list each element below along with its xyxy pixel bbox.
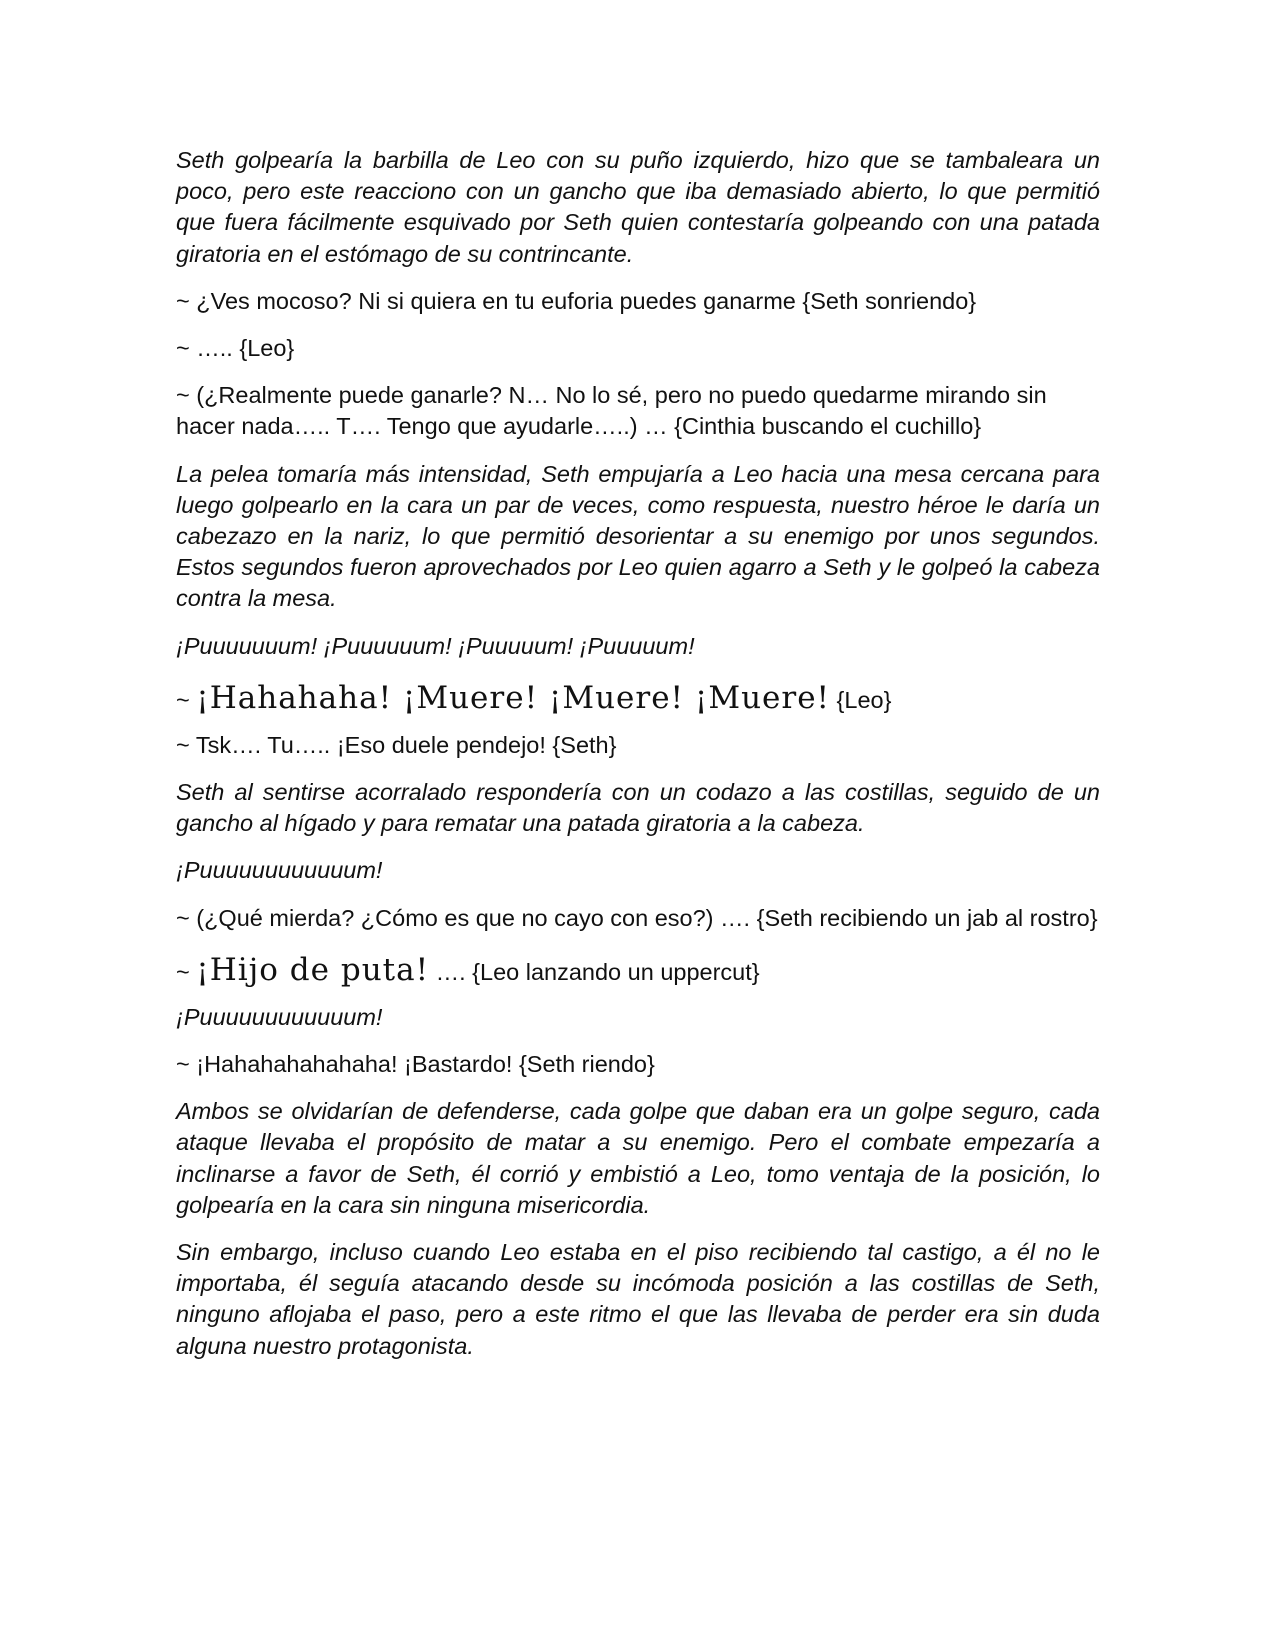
shout-dialogue-line xyxy=(176,950,1100,992)
dialogue-line: ~ (¿Realmente puede ganarle? N… No lo sé, pero no puedo quedarme mirando sin hacer nada….. T…. Tengo que ayudarle…..) … {Cinthia buscando el cuchillo} xyxy=(176,382,1047,440)
dialogue-prefix: ~ xyxy=(176,958,197,985)
speaker-tag: …. {Leo lanzando un uppercut} xyxy=(429,958,760,985)
narration-paragraph: Ambos se olvidarían de defenderse, cada golpe que daban era un golpe seguro, cada ataque llevaba el propósito de matar a su enemigo. Pero el combate empezaría a inclinarse a favor de Seth, él corrió y embistió a Leo, tomo ventaja de la posición, lo golpearía en la cara sin ninguna misericordia. xyxy=(176,1098,1100,1218)
narration-paragraph: La pelea tomaría más intensidad, Seth empujaría a Leo hacia una mesa cercana para luego golpearlo en la cara un par de veces, como respuesta, nuestro héroe le daría un cabezazo en la nariz, lo que permitió desorientar a su enemigo por unos segundos. Estos segundos fueron aprovechados por Leo quien agarro a Seth y le golpeó la cabeza contra la mesa. xyxy=(176,460,1100,612)
shout-text: ¡Hijo de puta! xyxy=(196,951,430,988)
shout-dialogue-line xyxy=(176,678,1100,720)
dialogue-line: ~ ¿Ves mocoso? Ni si quiera en tu euforia puedes ganarme {Seth sonriendo} xyxy=(176,287,977,314)
dialogue-line: ~ Tsk…. Tu….. ¡Eso duele pendejo! {Seth} xyxy=(176,731,617,758)
dialogue-prefix: ~ xyxy=(176,686,197,713)
sound-effect-line: ¡Puuuuuuuuuuuum! xyxy=(176,1003,383,1030)
narration-paragraph: Sin embargo, incluso cuando Leo estaba en el piso recibiendo tal castigo, a él no le importaba, él seguía atacando desde su incómoda posición a las costillas de Seth, ninguno aflojaba el paso, pero a este ritmo el que las llevaba de perder era sin duda alguna nuestro protagonista. xyxy=(176,1239,1100,1359)
document-body xyxy=(176,145,1100,1378)
dialogue-line: ~ ¡Hahahahahahaha! ¡Bastardo! {Seth riendo} xyxy=(176,1051,655,1078)
sound-effect-line: ¡Puuuuuuuuuuuum! xyxy=(176,857,383,884)
dialogue-line: ~ (¿Qué mierda? ¿Cómo es que no cayo con eso?) …. {Seth recibiendo un jab al rostro} xyxy=(176,904,1098,931)
sound-effect-line: ¡Puuuuuuum! ¡Puuuuuum! ¡Puuuuum! ¡Puuuuum! xyxy=(176,632,695,659)
shout-text: ¡Hahahaha! ¡Muere! ¡Muere! ¡Muere! xyxy=(196,679,830,716)
narration-paragraph: Seth golpearía la barbilla de Leo con su puño izquierdo, hizo que se tambaleara un poco, pero este reacciono con un gancho que iba demasiado abierto, lo que permitió que fuera fácilmente esquivado por Seth quien contestaría golpeando con una patada giratoria en el estómago de su contrincante. xyxy=(176,147,1100,267)
speaker-tag: {Leo} xyxy=(830,686,892,713)
narration-paragraph: Seth al sentirse acorralado respondería con un codazo a las costillas, seguido de un gancho al hígado y para rematar una patada giratoria a la cabeza. xyxy=(176,779,1100,837)
dialogue-line: ~ ….. {Leo} xyxy=(176,335,295,362)
